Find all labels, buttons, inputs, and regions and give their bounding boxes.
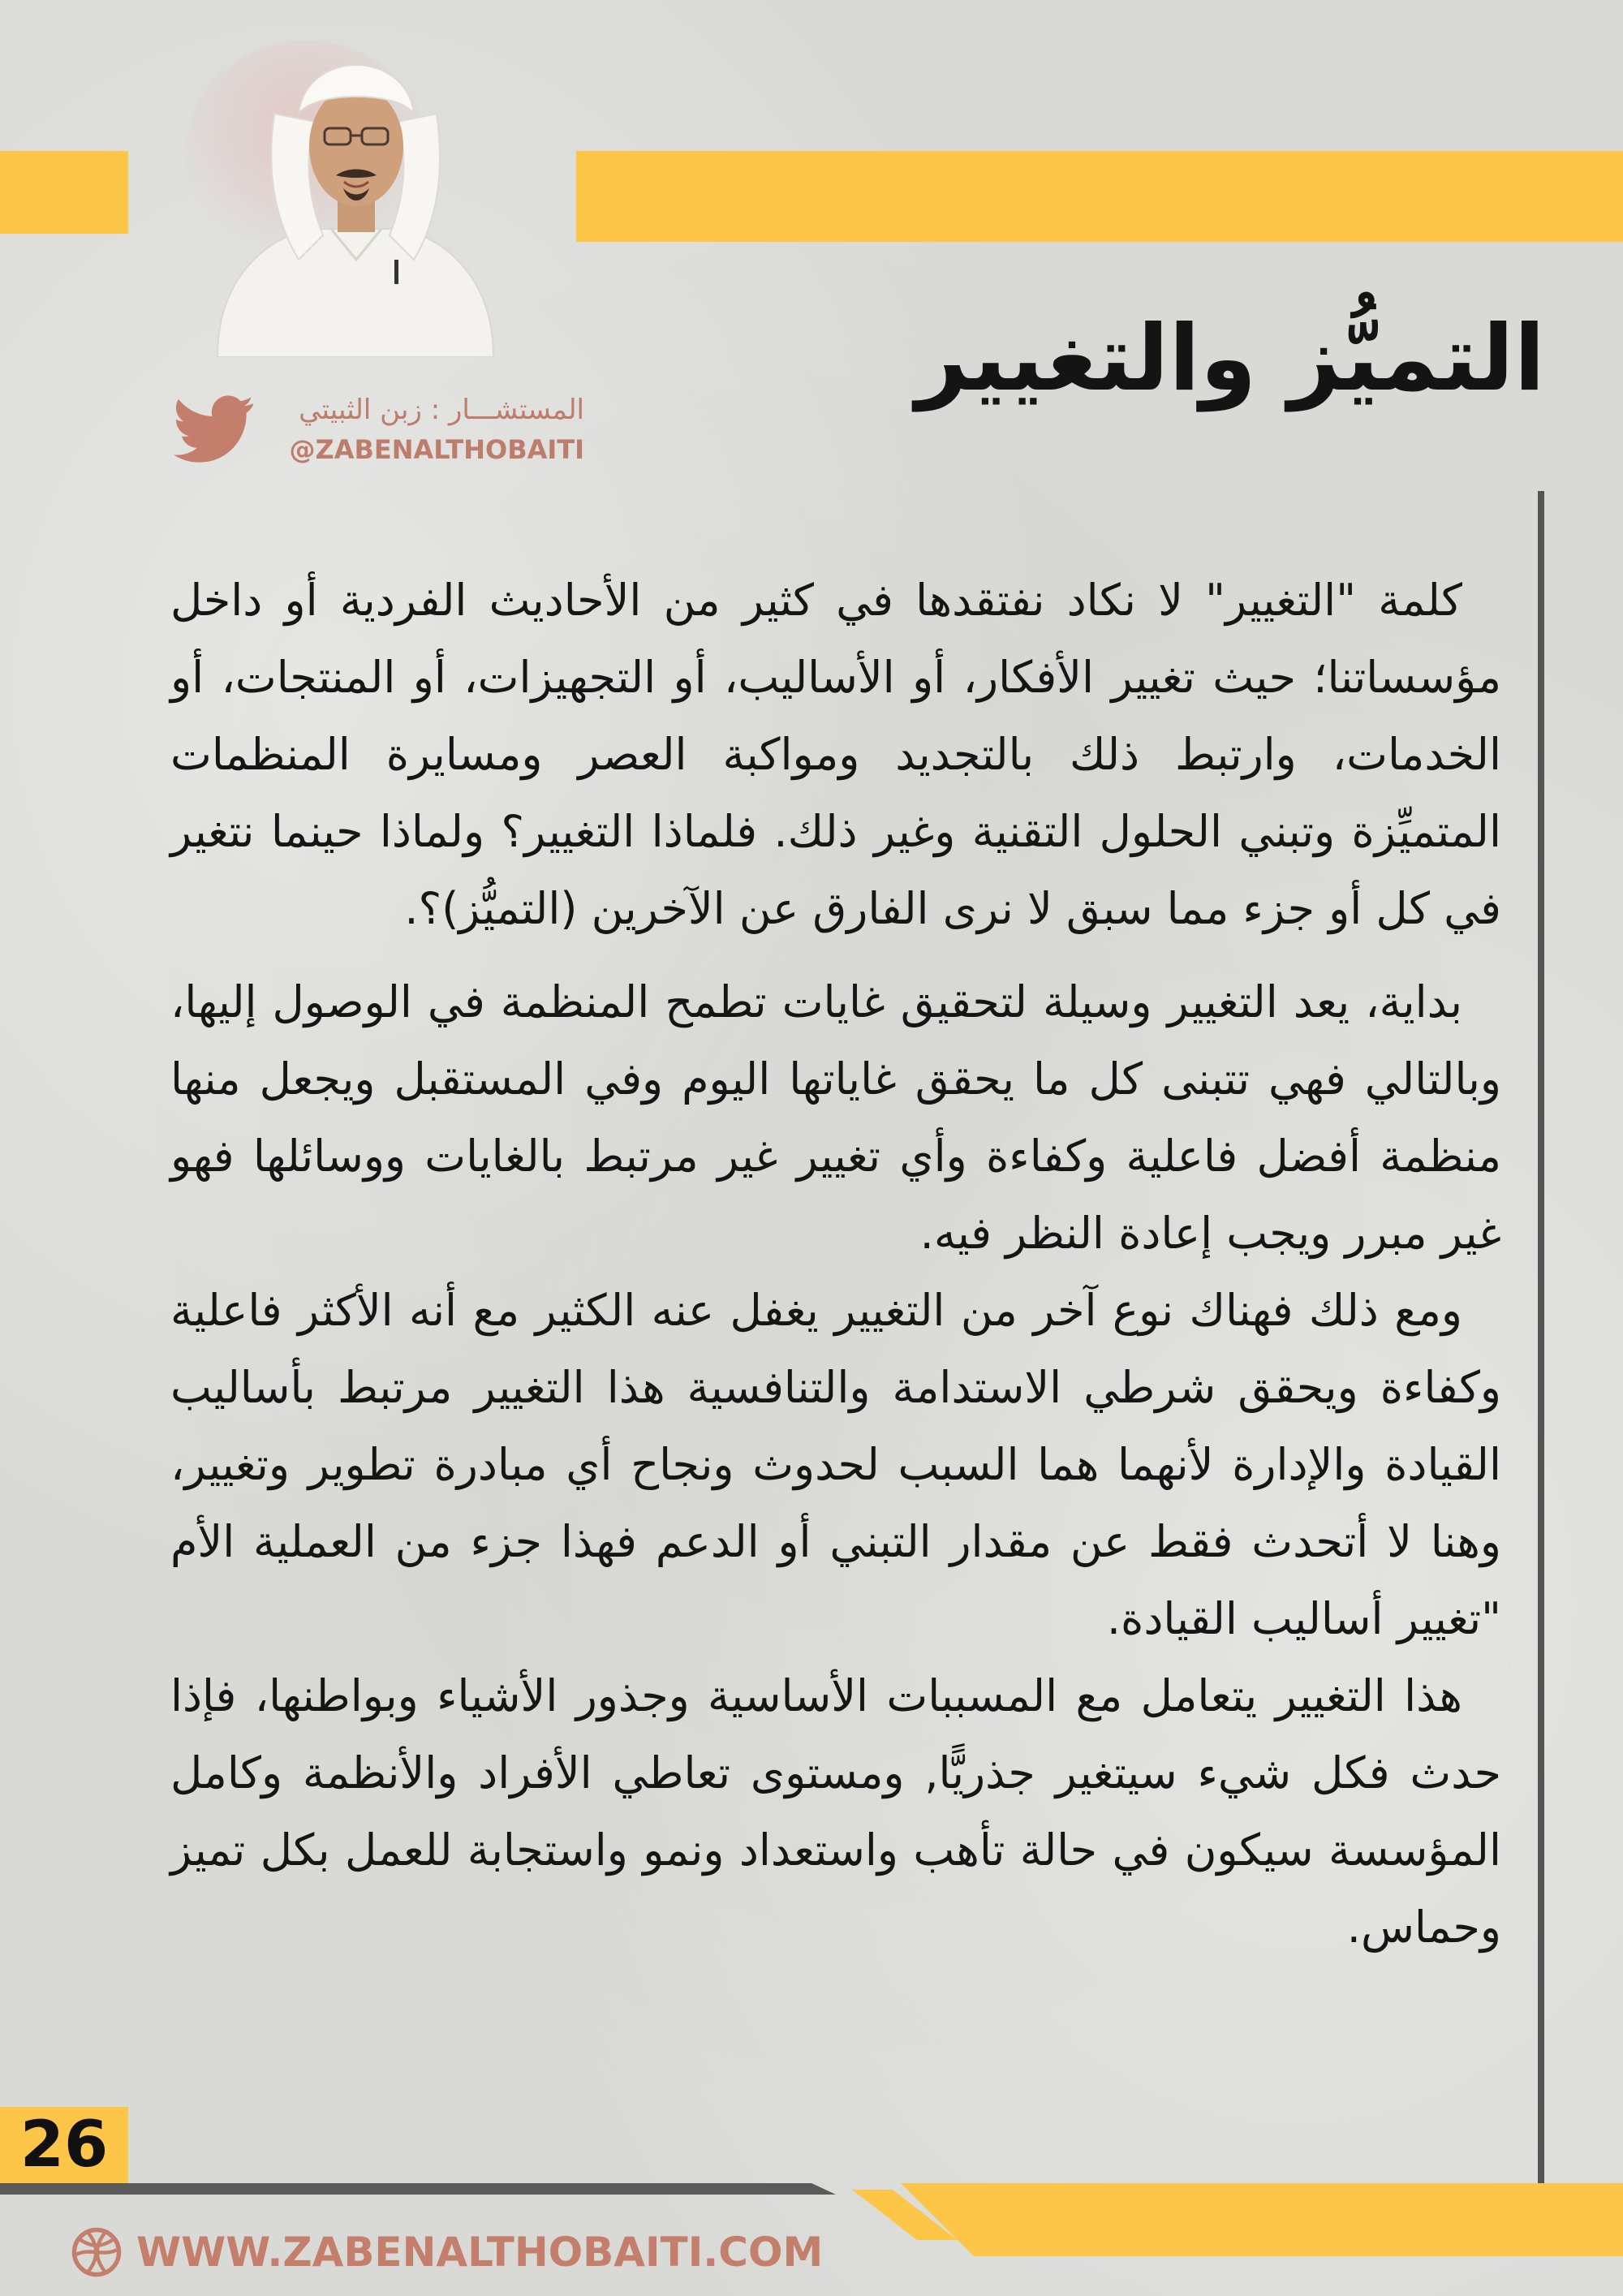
author-portrait (185, 16, 526, 357)
top-right-accent-band (576, 151, 1623, 242)
article-paragraph: كلمة "التغيير" لا نكاد نفتقدها في كثير من الأحاديث الفردية أو داخل مؤسساتنا؛ حيث تغيير الأفكار، أو الأساليب، أو التجهيزات، أو المنتجات، أو الخدمات، وارتبط ذلك بالتجديد ومواكبة العصر ومسايرة المنظمات المتميِّزة وتبني الحلول التقنية وغير ذلك. فلماذا التغيير؟ ولماذا حينما نتغير في كل أو جزء مما سبق لا نرى الفارق عن الآخرين (التميُّز)؟. (170, 575, 1501, 934)
footer-website (70, 2224, 881, 2281)
article-body (170, 562, 1501, 1966)
website-url[interactable]: WWW.ZABENALTHOBAITI.COM (136, 2229, 824, 2276)
twitter-bird-icon[interactable] (169, 388, 260, 469)
top-left-accent-band (0, 151, 128, 234)
author-portrait-illustration (185, 16, 526, 357)
page-number-box (0, 2107, 128, 2183)
author-name: المستشـــار : زبن الثبيتي (299, 394, 584, 426)
article-title: التميُّز والتغيير (915, 306, 1545, 411)
author-block (169, 388, 591, 477)
vertical-divider (1538, 491, 1544, 2187)
page-number: 26 (19, 2109, 109, 2182)
author-twitter-handle[interactable]: @ZABENALTHOBAITI (289, 434, 584, 465)
article-paragraph: بداية، يعد التغيير وسيلة لتحقيق غايات تطمح المنظمة في الوصول إليها، وبالتالي فهي تتبنى كل ما يحقق غاياتها اليوم وفي المستقبل ويجعل منها منظمة أفضل فاعلية وكفاءة وأي تغيير غير مرتبط بالغايات ووسائلها فهو غير مبرر ويجب إعادة النظر فيه. (170, 976, 1501, 1259)
article-paragraph: هذا التغيير يتعامل مع المسببات الأساسية وجذور الأشياء وبواطنها، فإذا حدث فكل شيء سيتغير جذريًّا, ومستوى تعاطي الأفراد والأنظمة وكامل المؤسسة سيكون في حالة تأهب واستعداد ونمو واستجابة للعمل بكل تميز وحماس. (170, 1670, 1501, 1953)
globe-icon (70, 2225, 123, 2279)
article-paragraph: ومع ذلك فهناك نوع آخر من التغيير يغفل عنه الكثير مع أنه الأكثر فاعلية وكفاءة ويحقق شرطي الاستدامة والتنافسية هذا التغيير مرتبط بأساليب القيادة والإدارة لأنهما هما السبب لحدوث ونجاح أي مبادرة تطوير وتغيير، وهنا لا أتحدث فقط عن مقدار التبني أو الدعم فهذا جزء من العملية الأم "تغيير أساليب القيادة. (170, 1285, 1501, 1644)
